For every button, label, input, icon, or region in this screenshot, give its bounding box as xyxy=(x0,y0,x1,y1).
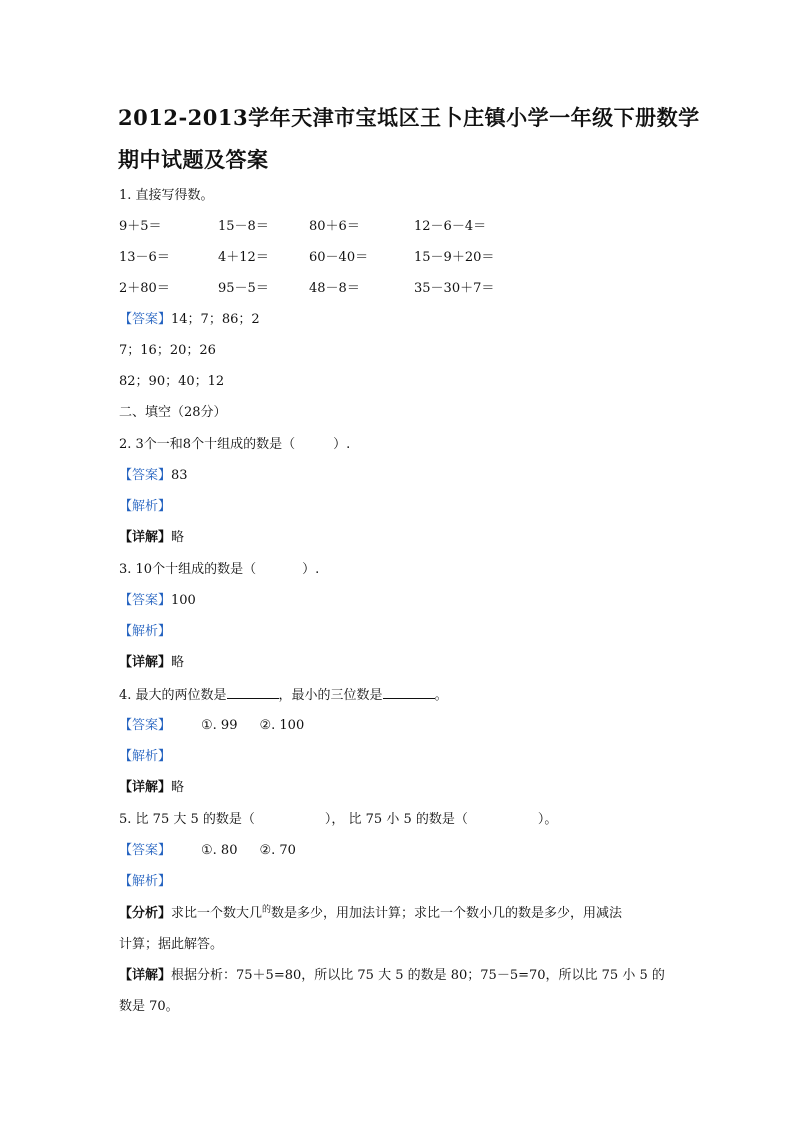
q5-text-c: ）。 xyxy=(537,812,558,827)
q2-text-a: 2. 3个一和8个十组成的数是（ xyxy=(119,437,296,452)
answer-text: 14；7；86；2 xyxy=(171,312,260,327)
detail-text: 略 xyxy=(171,780,185,795)
fenxi-sup: 的 xyxy=(262,905,272,915)
answer-tag: 【答案】 xyxy=(119,718,172,733)
detail-text: 根据分析：75＋5=80，所以比 75 大 5 的数是 80；75－5=70，所以比 75 小 5 的 xyxy=(171,968,665,983)
q3-answer xyxy=(119,592,196,610)
q1-cell: 80＋6＝ xyxy=(309,219,360,234)
q3-detail xyxy=(119,654,184,672)
q2-text-b: ）. xyxy=(333,437,351,452)
q3-analysis-tag: 【解析】 xyxy=(119,624,172,639)
answer-tag: 【答案】 xyxy=(119,593,172,608)
q5-analysis-tag: 【解析】 xyxy=(119,874,172,889)
detail-tag: 【详解】 xyxy=(119,968,172,983)
q5-fenxi xyxy=(119,905,622,924)
answer-tag: 【答案】 xyxy=(119,468,172,483)
q1-cell: 12－6－4＝ xyxy=(414,219,487,234)
doc-title-line1: 2012-2013学年天津市宝坻区王卜庄镇小学一年级下册数学 xyxy=(118,105,700,130)
q5-text-a: 5. 比 75 大 5 的数是（ xyxy=(119,812,255,827)
answer-1: ①. 99 xyxy=(201,718,238,733)
q4-text-b: ，最小的三位数是 xyxy=(278,688,383,703)
q1-answer xyxy=(119,311,260,329)
answer-text: 83 xyxy=(171,468,188,483)
detail-tag: 【详解】 xyxy=(119,655,172,670)
q3-text-a: 3. 10个十组成的数是（ xyxy=(119,562,257,577)
q4-text-a: 4. 最大的两位数是 xyxy=(119,688,227,703)
q3-text-b: ）. xyxy=(302,562,320,577)
detail-text: 略 xyxy=(171,655,185,670)
doc-title-line2: 期中试题及答案 xyxy=(118,147,269,172)
q1-cell: 15－9＋20＝ xyxy=(414,250,495,265)
q5-answer xyxy=(119,842,296,860)
detail-tag: 【详解】 xyxy=(119,780,172,795)
q3-question xyxy=(119,561,319,579)
answer-text: 100 xyxy=(171,593,196,608)
q2-question xyxy=(119,436,350,454)
q4-text-c: 。 xyxy=(434,688,448,703)
section-2-heading: 二、填空（28分） xyxy=(119,405,227,420)
fenxi-text-b: 数是多少，用加法计算；求比一个数小几的数是多少，用减法 xyxy=(271,906,623,921)
q2-detail xyxy=(119,529,184,547)
q1-cell: 60－40＝ xyxy=(309,250,369,265)
q5-detail xyxy=(119,967,665,985)
fenxi-tag: 【分析】 xyxy=(119,906,172,921)
q1-cell: 35－30＋7＝ xyxy=(414,281,495,296)
answer-2: ②. 100 xyxy=(259,718,305,733)
detail-tag: 【详解】 xyxy=(119,530,172,545)
q4-answer xyxy=(119,717,304,735)
q1-cell: 48－8＝ xyxy=(309,281,360,296)
q5-question xyxy=(119,811,557,829)
q4-question xyxy=(119,686,448,705)
answer-tag: 【答案】 xyxy=(119,312,172,327)
fenxi-text-a: 求比一个数大几 xyxy=(171,906,263,921)
answer-blank xyxy=(383,686,435,699)
q1-cell: 2＋80＝ xyxy=(119,281,170,296)
q1-answer-line-2: 7；16；20；26 xyxy=(119,343,216,358)
answer-tag: 【答案】 xyxy=(119,843,172,858)
detail-text: 略 xyxy=(171,530,185,545)
q4-detail xyxy=(119,779,184,797)
answer-2: ②. 70 xyxy=(259,843,296,858)
answer-blank xyxy=(227,686,279,699)
q2-answer xyxy=(119,467,188,485)
q4-analysis-tag: 【解析】 xyxy=(119,749,172,764)
q1-cell: 13－6＝ xyxy=(119,250,170,265)
q5-fenxi-line-2: 计算；据此解答。 xyxy=(119,937,224,952)
q1-cell: 9＋5＝ xyxy=(119,219,162,234)
q1-cell: 15－8＝ xyxy=(218,219,269,234)
q5-text-b: ）， 比 75 小 5 的数是（ xyxy=(324,812,468,827)
q1-answer-line-3: 82；90；40；12 xyxy=(119,374,225,389)
q1-cell: 4＋12＝ xyxy=(218,250,269,265)
q1-heading: 1. 直接写得数。 xyxy=(119,188,214,203)
q5-detail-line-2: 数是 70。 xyxy=(119,999,179,1014)
answer-1: ①. 80 xyxy=(201,843,238,858)
q1-cell: 95－5＝ xyxy=(218,281,269,296)
q2-analysis-tag: 【解析】 xyxy=(119,499,172,514)
